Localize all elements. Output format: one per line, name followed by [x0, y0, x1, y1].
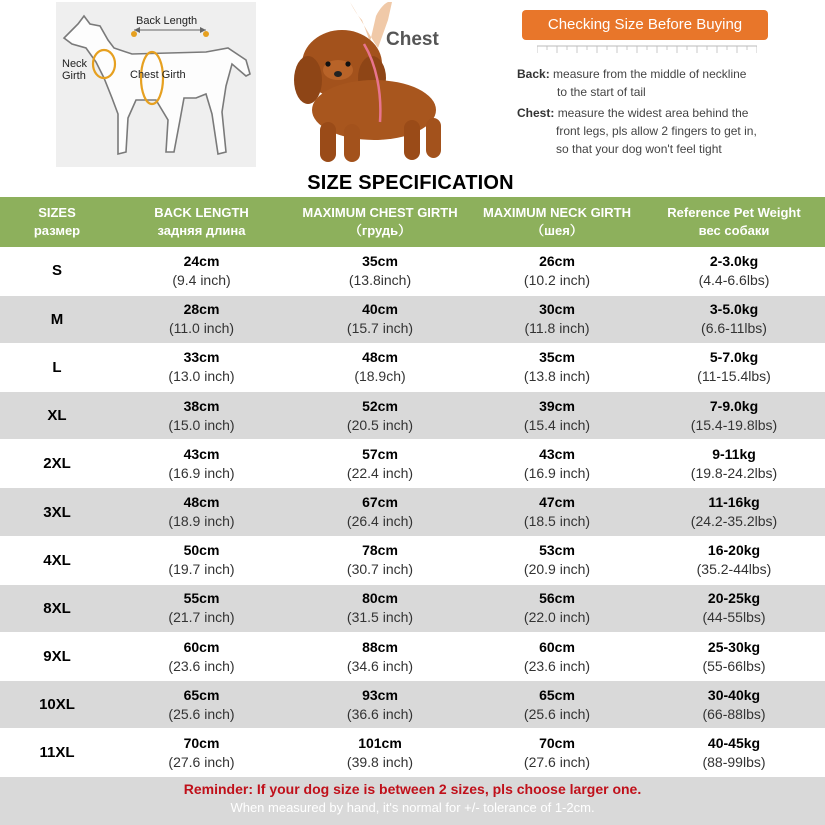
table-row: [0, 633, 825, 681]
size-specification-title-text: SIZE SPECIFICATION: [307, 172, 514, 194]
neck-cm: 39cm: [539, 397, 575, 414]
weight-kg: 30-40kg: [707, 686, 761, 703]
back-length-cell: [114, 392, 289, 440]
neck-girth-cell: [471, 729, 643, 777]
header-en: MAXIMUM CHEST GIRTH: [302, 205, 458, 220]
weight-lbs: (11-15.4lbs): [697, 368, 771, 385]
weight-lbs: (4.4-6.6lbs): [698, 271, 770, 288]
neck-cm: 70cm: [539, 734, 575, 751]
weight-lbs: (88-99lbs): [702, 753, 766, 770]
back-cm: 50cm: [183, 542, 220, 559]
chest-cm: 88cm: [362, 638, 398, 655]
chest-inch: (13.8inch): [348, 271, 412, 288]
chest-girth-cell: [289, 440, 471, 488]
header-ru: вес собаки: [698, 223, 770, 238]
ruler-icon: [537, 44, 757, 54]
back-length-cell: [114, 295, 289, 343]
chest-girth-cell: [289, 247, 471, 295]
chest-inch: (34.6 inch): [346, 657, 414, 674]
neck-cm: 53cm: [539, 542, 575, 559]
neck-cm: 35cm: [539, 349, 575, 366]
back-instruction-text-1: measure from the middle of neckline: [553, 67, 747, 81]
chest-cm: 48cm: [362, 349, 398, 366]
size-specification-table: [0, 197, 825, 778]
chest-girth-cell: [289, 681, 471, 729]
table-row: [0, 584, 825, 632]
back-inch: (25.6 inch): [168, 705, 235, 722]
back-cm: 48cm: [183, 494, 220, 511]
neck-girth-cell: [471, 681, 643, 729]
back-inch: (16.9 inch): [168, 464, 235, 481]
neck-girth-cell: [471, 633, 643, 681]
header-neck-girth: [471, 197, 643, 247]
check-size-banner: Checking Size Before Buying: [522, 10, 768, 40]
chest-girth-cell: [289, 392, 471, 440]
size-cell: L: [0, 343, 114, 391]
chest-cm: 52cm: [362, 397, 398, 414]
pet-weight-cell: [643, 440, 825, 488]
back-length-cell: [114, 584, 289, 632]
size-specification-title: [0, 172, 825, 195]
neck-girth-cell: [471, 343, 643, 391]
neck-inch: (27.6 inch): [523, 753, 591, 770]
weight-kg: 2-3.0kg: [709, 252, 759, 269]
back-cm: 38cm: [183, 397, 220, 414]
chest-girth-cell: [289, 584, 471, 632]
chest-girth-cell: [289, 729, 471, 777]
weight-lbs: (6.6-11lbs): [701, 320, 767, 337]
table-row: [0, 295, 825, 343]
size-check-guide: [513, 8, 818, 168]
back-inch: (21.7 inch): [168, 609, 235, 626]
size-cell: S: [0, 247, 114, 295]
chest-instruction-title: Chest:: [517, 106, 555, 120]
back-inch: (23.6 inch): [168, 657, 235, 674]
chest-inch: (39.8 inch): [346, 753, 414, 770]
size-cell: 8XL: [0, 584, 114, 632]
neck-cm: 65cm: [539, 686, 575, 703]
pet-weight-cell: [643, 343, 825, 391]
back-inch: (13.0 inch): [168, 368, 235, 385]
chest-girth-cell: [289, 536, 471, 584]
chest-inch: (30.7 inch): [346, 561, 414, 578]
table-row: [0, 440, 825, 488]
neck-inch: (20.9 inch): [523, 561, 591, 578]
neck-girth-cell: [471, 536, 643, 584]
weight-kg: 16-20kg: [707, 542, 761, 559]
back-instruction-2: to the start of tail: [557, 85, 646, 99]
header-pet-weight: [643, 197, 825, 247]
weight-kg: 5-7.0kg: [709, 349, 759, 366]
pet-weight-cell: [643, 536, 825, 584]
back-instruction-title: Back:: [517, 67, 550, 81]
header-en: MAXIMUM NECK GIRTH: [482, 205, 632, 220]
chest-girth-label: Chest Girth: [130, 69, 186, 81]
table-row: [0, 247, 825, 295]
pet-weight-cell: [643, 247, 825, 295]
weight-lbs: (55-66lbs): [702, 657, 766, 674]
chest-cm: 80cm: [362, 590, 398, 607]
header-ru: размер: [33, 223, 81, 238]
pet-weight-cell: [643, 584, 825, 632]
size-cell: 9XL: [0, 633, 114, 681]
weight-lbs: (15.4-19.8lbs): [690, 416, 778, 433]
back-cm: 43cm: [183, 445, 220, 462]
chest-instruction-2: front legs, pls allow 2 fingers to get in,: [556, 124, 757, 138]
back-length-cell: [114, 633, 289, 681]
weight-lbs: (35.2-44lbs): [696, 561, 772, 578]
back-instruction-1: [517, 65, 746, 83]
chest-girth-cell: [289, 343, 471, 391]
table-row: [0, 488, 825, 536]
neck-inch: (25.6 inch): [523, 705, 591, 722]
chest-cm: 67cm: [362, 494, 398, 511]
weight-lbs: (24.2-35.2lbs): [690, 513, 778, 530]
pet-weight-cell: [643, 488, 825, 536]
chest-label: Chest: [386, 29, 439, 50]
table-row: [0, 681, 825, 729]
weight-lbs: (66-88lbs): [702, 705, 766, 722]
neck-inch: (11.8 inch): [524, 320, 590, 337]
chest-inch: (26.4 inch): [346, 513, 414, 530]
chest-inch: (22.4 inch): [346, 464, 414, 481]
back-inch: (18.9 inch): [168, 513, 235, 530]
neck-girth-cell: [471, 488, 643, 536]
chest-instruction-text-1: measure the widest area behind the: [557, 106, 749, 120]
neck-girth-cell: [471, 392, 643, 440]
chest-inch: (15.7 inch): [346, 320, 414, 337]
size-cell: 3XL: [0, 488, 114, 536]
back-cm: 33cm: [183, 349, 220, 366]
back-cm: 28cm: [183, 301, 220, 318]
table-row: [0, 343, 825, 391]
dog-measurement-diagram: [56, 2, 256, 167]
weight-kg: 11-16kg: [708, 494, 760, 511]
neck-cm: 26cm: [539, 252, 575, 269]
table-row: [0, 729, 825, 777]
chest-girth-cell: [289, 633, 471, 681]
chest-instruction-1: [517, 104, 748, 122]
pet-weight-cell: [643, 295, 825, 343]
header-ru: （грудь）: [348, 223, 412, 238]
chest-girth-cell: [289, 488, 471, 536]
table-row: [0, 392, 825, 440]
weight-kg: 25-30kg: [707, 638, 761, 655]
chest-girth-cell: [289, 295, 471, 343]
header-en: BACK LENGTH: [154, 205, 249, 220]
back-inch: (9.4 inch): [172, 271, 231, 288]
neck-girth-cell: [471, 584, 643, 632]
weight-kg: 20-25kg: [707, 590, 761, 607]
weight-kg: 9-11kg: [712, 445, 756, 462]
neck-inch: (10.2 inch): [523, 271, 591, 288]
weight-kg: 3-5.0kg: [709, 301, 759, 318]
back-length-cell: [114, 681, 289, 729]
neck-inch: (18.5 inch): [523, 513, 591, 530]
neck-cm: 30cm: [539, 301, 575, 318]
back-inch: (19.7 inch): [168, 561, 235, 578]
back-cm: 55cm: [183, 590, 220, 607]
neck-girth-cell: [471, 440, 643, 488]
size-reminder-footer: [0, 777, 825, 825]
chest-inch: (20.5 inch): [346, 416, 414, 433]
header-chest-girth: [289, 197, 471, 247]
header-back-length: [114, 197, 289, 247]
header-sizes: [0, 197, 114, 247]
chest-cm: 93cm: [362, 686, 398, 703]
neck-cm: 47cm: [539, 494, 575, 511]
pet-weight-cell: [643, 633, 825, 681]
chest-inch: (18.9ch): [354, 368, 406, 385]
neck-inch: (15.4 inch): [523, 416, 591, 433]
header-ru: （шея）: [531, 223, 583, 238]
size-cell: 10XL: [0, 681, 114, 729]
chest-cm: 78cm: [362, 542, 398, 559]
back-inch: (15.0 inch): [168, 416, 235, 433]
header-ru: задняя длина: [157, 223, 246, 238]
weight-lbs: (19.8-24.2lbs): [690, 464, 778, 481]
back-cm: 24cm: [183, 252, 220, 269]
size-cell: M: [0, 295, 114, 343]
neck-girth-label: Neck Girth: [62, 58, 88, 82]
size-cell: 2XL: [0, 440, 114, 488]
back-length-cell: [114, 440, 289, 488]
header-en: SIZES: [38, 205, 76, 220]
back-cm: 65cm: [183, 686, 220, 703]
back-cm: 70cm: [183, 734, 220, 751]
dog-chest-photo: [280, 2, 460, 167]
pet-weight-cell: [643, 392, 825, 440]
back-length-cell: [114, 488, 289, 536]
back-inch: (27.6 inch): [168, 753, 235, 770]
back-length-label: Back Length: [136, 15, 198, 27]
poodle-icon: [280, 2, 460, 167]
neck-inch: (16.9 inch): [523, 464, 591, 481]
size-cell: 11XL: [0, 729, 114, 777]
neck-inch: (22.0 inch): [523, 609, 591, 626]
chest-inch: (31.5 inch): [346, 609, 414, 626]
back-length-cell: [114, 729, 289, 777]
header-en: Reference Pet Weight: [667, 205, 801, 220]
size-cell: XL: [0, 392, 114, 440]
neck-inch: (23.6 inch): [523, 657, 591, 674]
tolerance-text: When measured by hand, it's normal for +/- tolerance of 1-2cm.: [230, 800, 595, 815]
neck-girth-cell: [471, 247, 643, 295]
chest-cm: 57cm: [362, 445, 398, 462]
weight-lbs: (44-55lbs): [702, 609, 766, 626]
back-inch: (11.0 inch): [168, 320, 235, 337]
chest-instruction-3: so that your dog won't feel tight: [556, 142, 722, 156]
size-cell: 4XL: [0, 536, 114, 584]
back-length-cell: [114, 247, 289, 295]
neck-cm: 56cm: [539, 590, 575, 607]
back-cm: 60cm: [183, 638, 220, 655]
table-header-row: [0, 197, 825, 247]
weight-kg: 40-45kg: [707, 734, 761, 751]
chest-cm: 101cm: [358, 734, 402, 751]
neck-cm: 60cm: [539, 638, 575, 655]
chest-cm: 35cm: [362, 252, 398, 269]
pet-weight-cell: [643, 729, 825, 777]
neck-cm: 43cm: [539, 445, 575, 462]
reminder-text: Reminder: If your dog size is between 2 sizes, pls choose larger one.: [183, 781, 642, 797]
neck-inch: (13.8 inch): [523, 368, 591, 385]
chest-cm: 40cm: [362, 301, 398, 318]
pet-weight-cell: [643, 681, 825, 729]
measurement-guide-area: [0, 0, 825, 170]
table-row: [0, 536, 825, 584]
back-length-cell: [114, 343, 289, 391]
neck-girth-cell: [471, 295, 643, 343]
chest-inch: (36.6 inch): [346, 705, 414, 722]
weight-kg: 7-9.0kg: [709, 397, 759, 414]
back-length-cell: [114, 536, 289, 584]
